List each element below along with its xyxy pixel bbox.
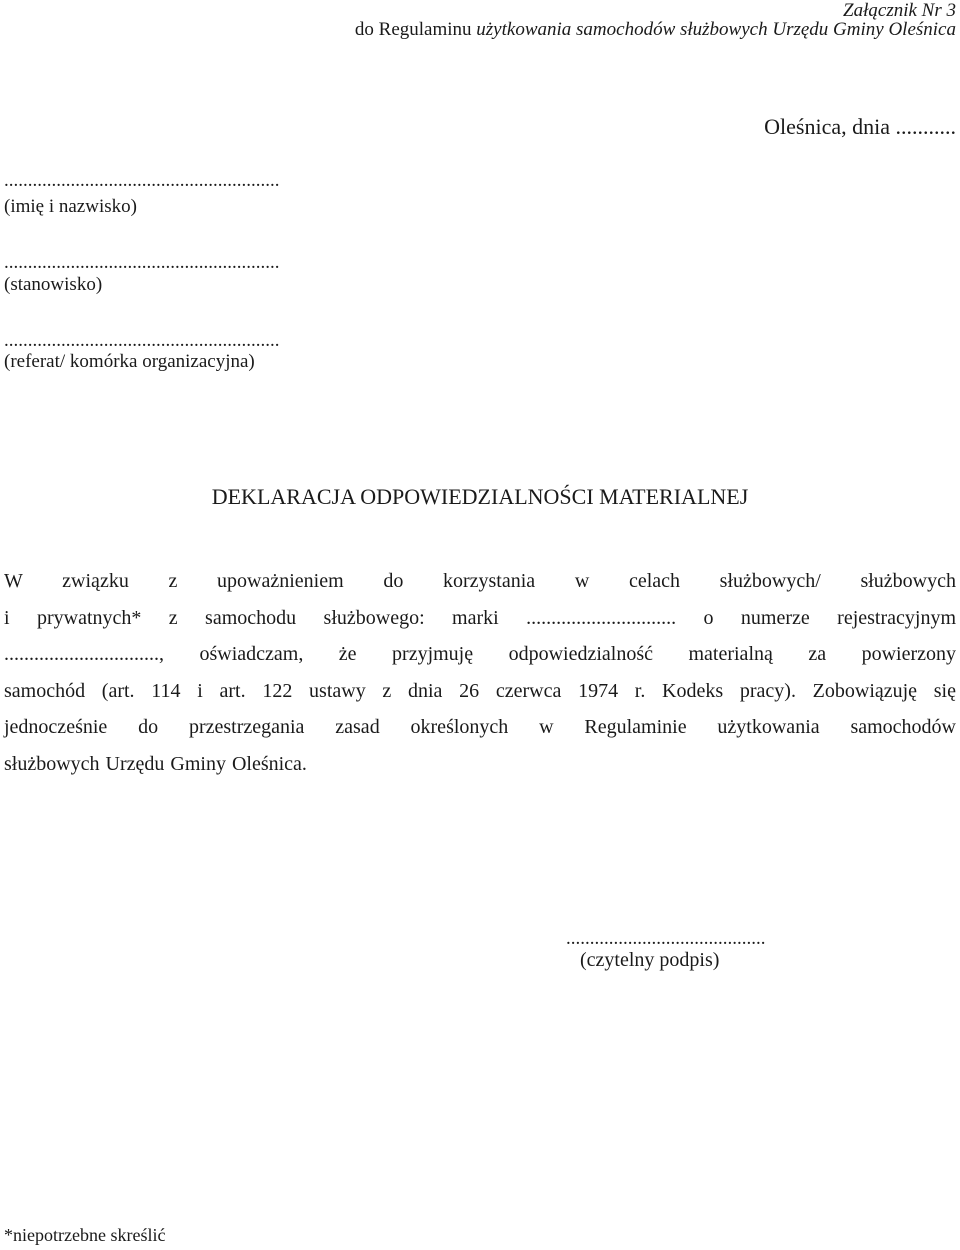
regulation-reference (355, 19, 956, 41)
body-line: i prywatnych* z samochodu służbowego: marki .............................. o numerze rejestracyjnym (4, 606, 956, 629)
name-field-line[interactable]: .......................................................... (4, 170, 280, 191)
document-title: DEKLARACJA ODPOWIEDZIALNOŚCI MATERIALNEJ (211, 484, 749, 509)
body-line: jednocześnie do przestrzegania zasad określonych w Regulaminie użytkowania samochodów (4, 716, 956, 738)
signature-line[interactable]: .......................................... (566, 928, 766, 949)
department-field-line[interactable]: .......................................................... (4, 330, 280, 351)
position-field-line[interactable]: .......................................................... (4, 252, 280, 273)
regulation-prefix: do Regulaminu (354, 19, 477, 40)
regulation-title: użytkowania samochodów służbowych Urzędu Gminy Oleśnica (476, 19, 956, 40)
name-field-caption: (imię i nazwisko) (4, 196, 137, 217)
position-field-caption: (stanowisko) (4, 274, 103, 295)
footnote: *niepotrzebne skreślić (4, 1225, 166, 1245)
body-line: W związku z upoważnieniem do korzystania w celach służbowych/ służbowych (4, 570, 956, 592)
department-field-caption: (referat/ komórka organizacyjna) (4, 351, 255, 372)
body-line: samochód (art. 114 i art. 122 ustawy z dnia 26 czerwca 1974 r. Kodeks pracy). Zobowiązuję się (4, 679, 956, 702)
body-line: służbowych Urzędu Gminy Oleśnica. (4, 752, 307, 775)
declaration-body (4, 563, 956, 782)
place-date-field[interactable]: Oleśnica, dnia ........... (764, 114, 956, 139)
attachment-number: Załącznik Nr 3 (843, 0, 956, 21)
signature-caption: (czytelny podpis) (580, 949, 720, 971)
body-line: ..............................., oświadczam, że przyjmuję odpowiedzialność materialną za powierzony (4, 643, 956, 665)
